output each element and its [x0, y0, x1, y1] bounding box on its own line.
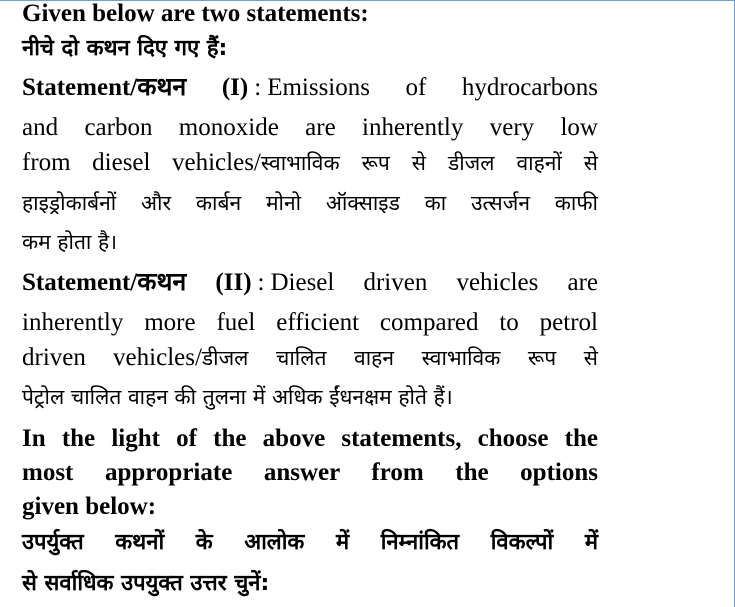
statement-2-separator: :	[257, 269, 265, 296]
statement-1-line-1	[22, 73, 598, 103]
question-line-2: most appropriate answer from the options	[22, 459, 598, 486]
statement-1-line-2: and carbon monoxide are inherently very low	[22, 114, 598, 141]
question-hindi-line-2: से सर्वाधिक उपयुक्त उत्तर चुनें:	[22, 571, 270, 596]
statement-2-line-2: inherently more fuel efficient compared to petrol	[22, 309, 598, 336]
statement-2-text-3-en: driven vehicles/	[22, 344, 202, 371]
statement-1-text-3-hi: स्वाभाविक रूप से डीजल वाहनों से	[260, 151, 598, 175]
statement-1-line-4: हाइड्रोकार्बनों और कार्बन मोनो ऑक्साइड का उत्सर्जन काफी	[22, 191, 598, 215]
intro-english: Given below are two statements:	[22, 0, 369, 27]
statement-2-line-3	[22, 343, 598, 373]
statement-2-text-1: Diesel driven vehicles are	[270, 269, 598, 296]
statement-2-label: Statement/कथन (II)	[22, 269, 252, 296]
question-line-1: In the light of the above statements, choose the	[22, 425, 598, 452]
intro-hindi: नीचे दो कथन दिए गए हैं:	[22, 36, 228, 61]
statement-2-line-4: पेट्रोल चालित वाहन की तुलना में अधिक ईंधनक्षम होते हैं।	[22, 385, 453, 409]
statement-1-separator: :	[254, 74, 262, 101]
question-hindi-line-1: उपर्युक्त कथनों के आलोक में निम्नांकित विकल्पों में	[22, 530, 598, 555]
statement-1-label: Statement/कथन (I)	[22, 74, 249, 101]
statement-2-line-1	[22, 268, 598, 298]
statement-1-line-5: कम होता है।	[22, 230, 118, 254]
question-line-3: given below:	[22, 493, 157, 520]
statement-1-text-1: Emissions of hydrocarbons	[267, 74, 598, 101]
statement-2-text-3-hi: डीजल चालित वाहन स्वाभाविक रूप से	[201, 346, 598, 370]
statement-1-text-3-en: from diesel vehicles/	[22, 149, 261, 176]
statement-1-line-3	[22, 148, 598, 178]
